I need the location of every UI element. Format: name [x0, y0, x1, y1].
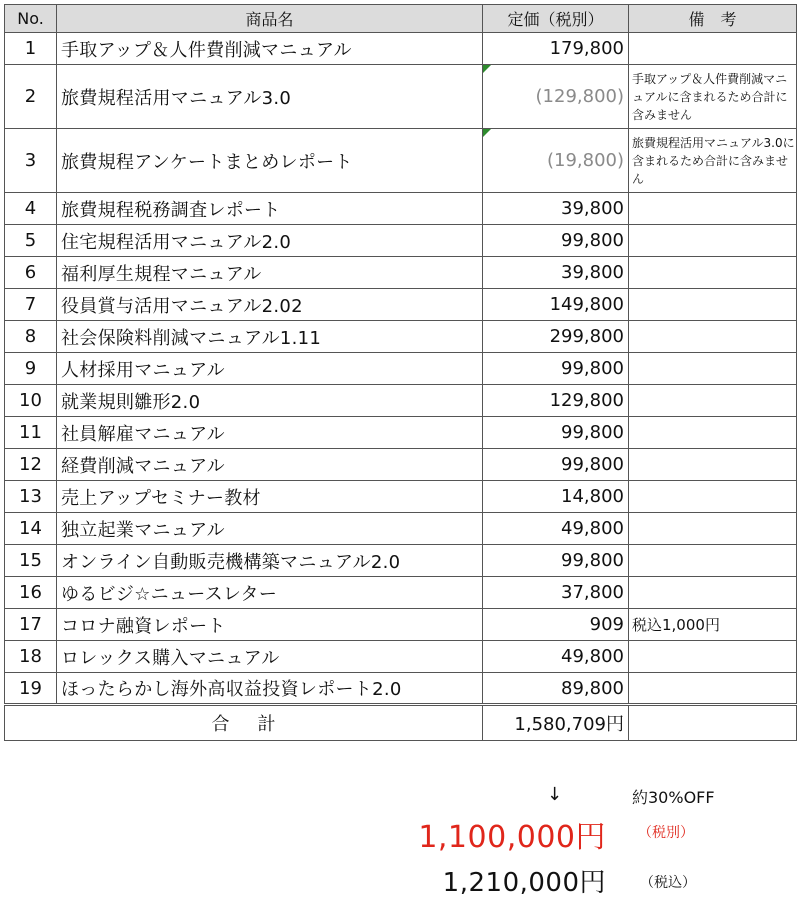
- product-name: ゆるビジ☆ニュースレター: [57, 577, 483, 609]
- product-name: 旅費規程税務調査レポート: [57, 193, 483, 225]
- product-note: [629, 641, 797, 673]
- table-row: [5, 289, 797, 321]
- product-price: 99,800: [483, 449, 629, 481]
- row-number: 6: [5, 257, 57, 289]
- product-note: [629, 257, 797, 289]
- product-price: 49,800: [483, 641, 629, 673]
- product-name: ほったらかし海外高収益投資レポート2.0: [57, 673, 483, 705]
- row-number: 16: [5, 577, 57, 609]
- product-name: コロナ融資レポート: [57, 609, 483, 641]
- table-row: [5, 65, 797, 129]
- product-price: 179,800: [483, 33, 629, 65]
- total-note: [629, 705, 797, 741]
- product-note: 旅費規程活用マニュアル3.0に含まれるため合計に含みません: [629, 129, 797, 193]
- row-number: 8: [5, 321, 57, 353]
- row-number: 3: [5, 129, 57, 193]
- product-name: 住宅規程活用マニュアル2.0: [57, 225, 483, 257]
- product-price: 99,800: [483, 417, 629, 449]
- product-price: 49,800: [483, 513, 629, 545]
- down-arrow-icon: ↓: [547, 784, 563, 805]
- table-row: [5, 321, 797, 353]
- product-price: 89,800: [483, 673, 629, 705]
- product-note: [629, 417, 797, 449]
- product-note: [629, 577, 797, 609]
- product-price: 39,800: [483, 257, 629, 289]
- product-name: 経費削減マニュアル: [57, 449, 483, 481]
- row-number: 10: [5, 385, 57, 417]
- row-number: 11: [5, 417, 57, 449]
- product-price: (129,800): [483, 65, 629, 129]
- row-number: 2: [5, 65, 57, 129]
- offer-price: 1,100,000円: [418, 820, 606, 855]
- table-row: [5, 609, 797, 641]
- product-name: オンライン自動販売機構築マニュアル2.0: [57, 545, 483, 577]
- product-note: [629, 353, 797, 385]
- total-row: [5, 705, 797, 741]
- product-note: [629, 225, 797, 257]
- product-name: 福利厚生規程マニュアル: [57, 257, 483, 289]
- product-name: 就業規則雛形2.0: [57, 385, 483, 417]
- row-number: 14: [5, 513, 57, 545]
- row-number: 15: [5, 545, 57, 577]
- row-number: 1: [5, 33, 57, 65]
- product-price: 14,800: [483, 481, 629, 513]
- product-note: [629, 449, 797, 481]
- total-label: 合計: [5, 705, 483, 741]
- product-note: 手取アップ＆人件費削減マニュアルに含まれるため合計に含みません: [629, 65, 797, 129]
- product-name: 旅費規程活用マニュアル3.0: [57, 65, 483, 129]
- product-name: 旅費規程アンケートまとめレポート: [57, 129, 483, 193]
- product-name: ロレックス購入マニュアル: [57, 641, 483, 673]
- table-row: [5, 257, 797, 289]
- product-price: 909: [483, 609, 629, 641]
- product-note: [629, 673, 797, 705]
- column-header-price: 定価（税別）: [483, 5, 629, 33]
- product-price: 149,800: [483, 289, 629, 321]
- row-number: 5: [5, 225, 57, 257]
- table-row: [5, 449, 797, 481]
- product-note: [629, 193, 797, 225]
- product-note: [629, 385, 797, 417]
- product-price: 99,800: [483, 545, 629, 577]
- table-row: [5, 353, 797, 385]
- product-note: [629, 33, 797, 65]
- product-price: 299,800: [483, 321, 629, 353]
- row-number: 12: [5, 449, 57, 481]
- product-price: 37,800: [483, 577, 629, 609]
- table-row: [5, 545, 797, 577]
- product-name: 手取アップ＆人件費削減マニュアル: [57, 33, 483, 65]
- product-note: [629, 289, 797, 321]
- product-price: 99,800: [483, 225, 629, 257]
- table-row: [5, 673, 797, 705]
- table-row: [5, 513, 797, 545]
- table-row: [5, 641, 797, 673]
- product-name: 独立起業マニュアル: [57, 513, 483, 545]
- table-row: [5, 577, 797, 609]
- row-number: 7: [5, 289, 57, 321]
- row-number: 4: [5, 193, 57, 225]
- product-name: 人材採用マニュアル: [57, 353, 483, 385]
- product-note: 税込1,000円: [629, 609, 797, 641]
- product-note: [629, 481, 797, 513]
- column-header-name: 商品名: [57, 5, 483, 33]
- discount-label: 約30%OFF: [632, 788, 715, 807]
- column-header-no: No.: [5, 5, 57, 33]
- product-price: 39,800: [483, 193, 629, 225]
- table-row: [5, 129, 797, 193]
- product-note: [629, 513, 797, 545]
- product-note: [629, 545, 797, 577]
- product-price: 129,800: [483, 385, 629, 417]
- table-row: [5, 417, 797, 449]
- product-name: 売上アップセミナー教材: [57, 481, 483, 513]
- row-number: 13: [5, 481, 57, 513]
- row-number: 17: [5, 609, 57, 641]
- total-value: 1,580,709円: [483, 705, 629, 741]
- table-row: [5, 193, 797, 225]
- final-price: 1,210,000円: [442, 868, 606, 898]
- price-table: [4, 4, 797, 741]
- table-header-row: [5, 5, 797, 33]
- product-name: 役員賞与活用マニュアル2.02: [57, 289, 483, 321]
- column-header-note: 備 考: [629, 5, 797, 33]
- product-name: 社員解雇マニュアル: [57, 417, 483, 449]
- product-price: (19,800): [483, 129, 629, 193]
- table-row: [5, 385, 797, 417]
- row-number: 19: [5, 673, 57, 705]
- row-number: 9: [5, 353, 57, 385]
- product-name: 社会保険料削減マニュアル1.11: [57, 321, 483, 353]
- table-row: [5, 33, 797, 65]
- row-number: 18: [5, 641, 57, 673]
- final-tax-tag: （税込）: [640, 875, 696, 891]
- product-note: [629, 321, 797, 353]
- table-row: [5, 225, 797, 257]
- product-price: 99,800: [483, 353, 629, 385]
- offer-tax-tag: （税別）: [638, 825, 694, 841]
- table-row: [5, 481, 797, 513]
